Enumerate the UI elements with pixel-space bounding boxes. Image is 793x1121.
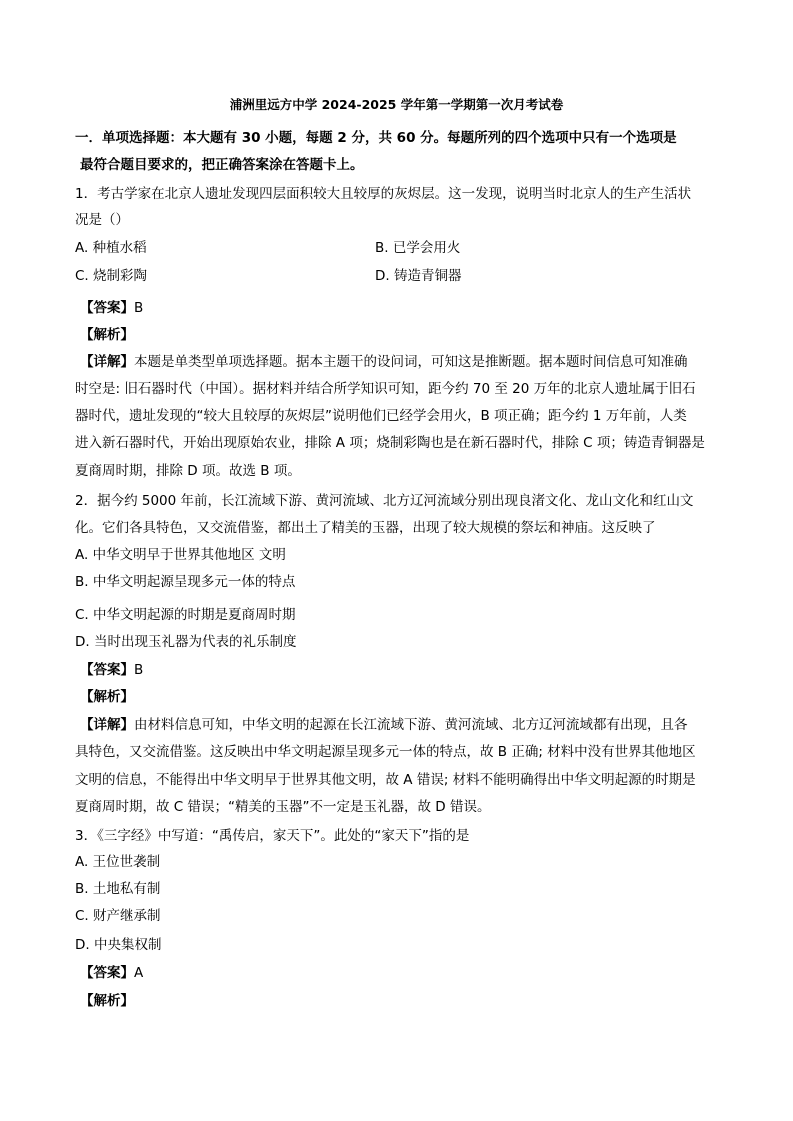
q2-option-c: C. 中华文明起源的时期是夏商周时期 xyxy=(75,607,296,623)
q3-option-b: B. 土地私有制 xyxy=(75,881,161,897)
q1-detail-line-2: 时空是: 旧石器时代（中国）。据材料并结合所学知识可知，距今约 70 至 20 万年的北京人遗址属于旧石 xyxy=(75,381,696,397)
q3-option-a: A. 王位世袭制 xyxy=(75,854,161,870)
q2-option-d: D. 当时出现玉礼器为代表的礼乐制度 xyxy=(75,634,297,650)
section-instructions-line-1: 一．单项选择题：本大题有 30 小题，每题 2 分，共 60 分。每题所列的四个选项中只有一个选项是 xyxy=(75,130,677,146)
q3-analysis-label: 【解析】 xyxy=(80,993,134,1009)
q1-stem-line-1: 1．考古学家在北京人遗址发现四层面积较大且较厚的灰烬层。这一发现，说明当时北京人的生产生活状 xyxy=(75,186,692,202)
q2-detail-line-1 xyxy=(80,716,688,734)
q1-analysis-label: 【解析】 xyxy=(80,327,134,343)
exam-title: 浦洲里远方中学 2024-2025 学年第一学期第一次月考试卷 xyxy=(229,97,564,112)
q2-option-a: A. 中华文明早于世界其他地区 文明 xyxy=(75,547,286,563)
q2-detail-line-2: 具特色，又交流借鉴。这反映出中华文明起源呈现多元一体的特点，故 B 正确; 材料中没有世界其他地区 xyxy=(75,744,696,760)
q1-detail-line-5: 夏商周时期，排除 D 项。故选 B 项。 xyxy=(75,463,301,479)
q2-stem-line-2: 化。它们各具特色，又交流借鉴，都出土了精美的玉器，出现了较大规模的祭坛和神庙。这反映了 xyxy=(75,520,656,536)
q1-detail-label: 【详解】 xyxy=(80,354,134,370)
q2-detail-line-4: 夏商周时期，故 C 错误；“精美的玉器”不一定是玉礼器，故 D 错误。 xyxy=(75,799,491,815)
q1-detail-line-1 xyxy=(80,353,688,371)
q1-detail-line-3: 器时代，遗址发现的“较大且较厚的灰烬层”说明他们已经学会用火，B 项正确；距今约 1 万年前，人类 xyxy=(75,408,687,424)
section-instructions-line-2: 最符合题目要求的，把正确答案涂在答题卡上。 xyxy=(80,157,364,173)
q2-detail-label: 【详解】 xyxy=(80,717,134,733)
q2-detail-text-1: 由材料信息可知，中华文明的起源在长江流域下游、黄河流域、北方辽河流域都有出现，且各 xyxy=(134,717,688,733)
q2-stem-line-1: 2．据今约 5000 年前，长江流域下游、黄河流域、北方辽河流域分别出现良渚文化、龙山文化和红山文 xyxy=(75,493,694,509)
q1-stem-line-2: 况是（） xyxy=(75,212,129,228)
q2-detail-line-3: 文明的信息，不能得出中华文明早于世界其他文明，故 A 错误; 材料不能明确得出中华文明起源的时期是 xyxy=(75,772,696,788)
q1-option-d: D. 铸造青铜器 xyxy=(375,268,462,284)
q3-option-c: C. 财产继承制 xyxy=(75,908,161,924)
q1-answer-label: 【答案】 xyxy=(80,300,134,316)
q3-option-d: D. 中央集权制 xyxy=(75,937,162,953)
q2-option-b: B. 中华文明起源呈现多元一体的特点 xyxy=(75,574,296,590)
q1-answer-value: B xyxy=(134,300,144,316)
q2-answer-label: 【答案】 xyxy=(80,662,134,678)
q1-detail-text-1: 本题是单类型单项选择题。据本主题干的设问词，可知这是推断题。据本题时间信息可知准确 xyxy=(134,354,688,370)
q3-answer-label: 【答案】 xyxy=(80,965,134,981)
q2-answer-value: B xyxy=(134,662,144,678)
q1-answer xyxy=(80,299,143,317)
q3-answer-value: A xyxy=(134,965,144,981)
q3-stem-line-1: 3．《三字经》中写道：“禹传启，家天下”。此处的“家天下”指的是 xyxy=(75,828,470,844)
q3-answer xyxy=(80,964,143,982)
q1-detail-line-4: 进入新石器时代，开始出现原始农业，排除 A 项；烧制彩陶也是在新石器时代，排除 C 项；铸造青铜器是 xyxy=(75,435,705,451)
q2-answer xyxy=(80,661,143,679)
q1-option-a: A. 种植水稻 xyxy=(75,240,147,256)
q2-analysis-label: 【解析】 xyxy=(80,689,134,705)
q1-option-b: B. 已学会用火 xyxy=(375,240,461,256)
q1-option-c: C. 烧制彩陶 xyxy=(75,268,148,284)
